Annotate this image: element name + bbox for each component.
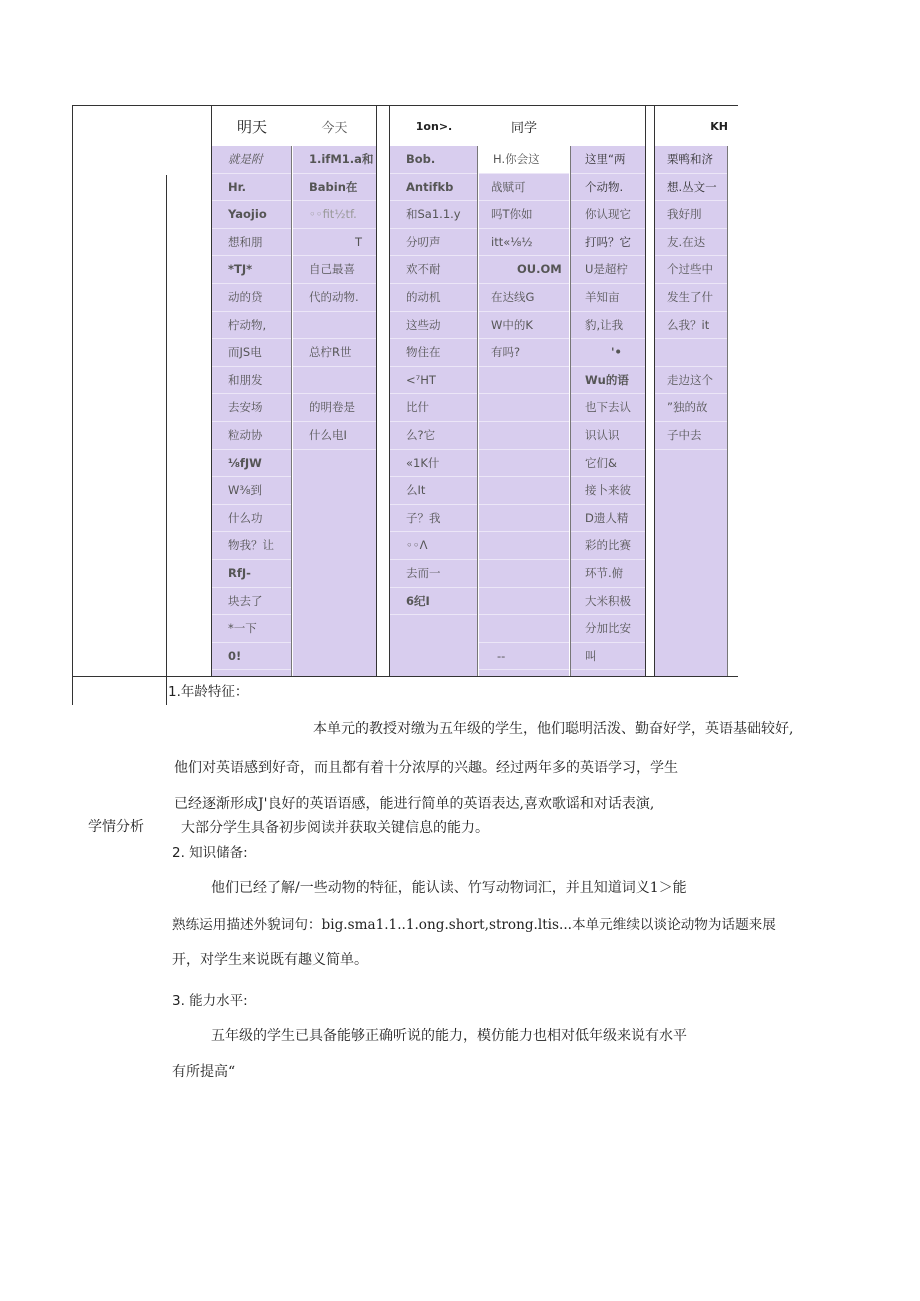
table-cell: 自己最喜 <box>293 256 376 284</box>
table-cell <box>479 560 569 588</box>
table-column-4 <box>479 106 569 676</box>
table-cell: '• <box>571 339 645 367</box>
table-cell: 的动机 <box>390 284 477 312</box>
table-cell: ◦◦fit½tf. <box>293 201 376 229</box>
table-column-5 <box>570 106 645 676</box>
table-cell <box>479 450 569 478</box>
table-cell: 它们& <box>571 450 645 478</box>
table-cell: 想.丛文一 <box>655 174 727 202</box>
table-cell <box>479 422 569 450</box>
table-cell: 和Sa1.1.y <box>390 201 477 229</box>
table-cell <box>479 477 569 505</box>
table-cell: 吗T你如 <box>479 201 569 229</box>
paragraph-line: 他们对英语感到好奇，而且都有着十分浓厚的兴趣。经过两年多的英语学习，学生 <box>174 760 678 776</box>
table-cell: 识认识 <box>571 422 645 450</box>
table-cell: itt«⅛½ <box>479 229 569 257</box>
table-cell: *一下 <box>212 615 291 643</box>
paragraph-line: 开，对学生来说既有趣义简单。 <box>172 952 368 968</box>
table-cell: Wu的语 <box>571 367 645 395</box>
table-cell: 分叨声 <box>390 229 477 257</box>
table-cell <box>479 532 569 560</box>
table-cell: 走边这个 <box>655 367 727 395</box>
paragraph-line: 他们已经了解/一些动物的特征，能认读、竹写动物词汇，并且知道词义1＞能 <box>211 880 687 896</box>
section-label: 学情分析 <box>88 819 144 835</box>
table-cell: Hr. <box>212 174 291 202</box>
table-cell: ”独的故 <box>655 394 727 422</box>
table-cell: 什么电I <box>293 422 376 450</box>
table-cell: 块去了 <box>212 588 291 616</box>
table-cell: <⁷HT <box>390 367 477 395</box>
table-cell: Babin在 <box>293 174 376 202</box>
table-cell: 豹,让我 <box>571 312 645 340</box>
table-cell: 羊知亩 <box>571 284 645 312</box>
table-cell: 有吗? <box>479 339 569 367</box>
table-cell <box>479 615 569 643</box>
table-cell: W中的K <box>479 312 569 340</box>
table-cell: 也下去认 <box>571 394 645 422</box>
table-cell: H.你会这 <box>479 146 569 174</box>
table-cell: 么我？it <box>655 312 727 340</box>
table-cell: 什么功 <box>212 505 291 533</box>
table-cell: U是超柠 <box>571 256 645 284</box>
column-header: KH <box>655 106 728 146</box>
table-bottom-border <box>72 676 738 677</box>
paragraph-line: 本单元的教授对缴为五年级的学生，他们聪明活泼、勤奋好学，英语基础较好, <box>313 721 794 737</box>
table-cell: 去安场 <box>212 394 291 422</box>
table-cell: ◦◦Λ <box>390 532 477 560</box>
table-cell: 粒动协 <box>212 422 291 450</box>
table-cell: Yaojio <box>212 201 291 229</box>
column-header: 今天 <box>293 106 376 146</box>
table-cell: 6纪I <box>390 588 477 616</box>
paragraph-line: 已经逐渐形成J'良好的英语语感，能进行简单的英语表达,喜欢歌谣和对话表演, <box>174 796 655 812</box>
table-cell: «1K什 <box>390 450 477 478</box>
table-cell: W⅜到 <box>212 477 291 505</box>
table-cell: 打吗？它 <box>571 229 645 257</box>
table-cell: 比什 <box>390 394 477 422</box>
table-cell <box>293 312 376 340</box>
table-cell <box>293 367 376 395</box>
paragraph-line: 熟练运用描述外貌词句：big.sma1.1..1.ong.short,strong.ltis...本单元维续以谈论动物为话题来展 <box>172 917 776 933</box>
table-cell <box>479 394 569 422</box>
table-cell: -- <box>479 643 569 671</box>
table-cell: 物我？让 <box>212 532 291 560</box>
table-cell: 子？我 <box>390 505 477 533</box>
heading-age: 1.年龄特征： <box>168 684 249 700</box>
heading-ability: 3. 能力水平: <box>172 993 248 1009</box>
table-column-6 <box>655 106 728 676</box>
table-cell: 个动物. <box>571 174 645 202</box>
paragraph-line: 大部分学生具备初步阅读并获取关键信息的能力。 <box>181 820 489 836</box>
table-cell: D遗人精 <box>571 505 645 533</box>
table-column-3 <box>390 106 478 676</box>
table-cell: OU.OM <box>479 256 569 284</box>
heading-knowledge: 2. 知识储备: <box>172 845 248 861</box>
table-cell: 这些动 <box>390 312 477 340</box>
column-header: 同学 <box>479 106 569 146</box>
table-cell: 战赋可 <box>479 174 569 202</box>
table-cell: 友.在达 <box>655 229 727 257</box>
table-cell: 在达线G <box>479 284 569 312</box>
table-cell: 我好刖 <box>655 201 727 229</box>
table-cell: 这里“两 <box>571 146 645 174</box>
table-cell: 总柠R世 <box>293 339 376 367</box>
table-cell: 你认现它 <box>571 201 645 229</box>
table-cell: 的明卷是 <box>293 394 376 422</box>
table-cell: 去而一 <box>390 560 477 588</box>
table-column-2 <box>293 106 376 676</box>
table-cell: 代的动物. <box>293 284 376 312</box>
column-header <box>570 106 645 146</box>
paragraph-line: 五年级的学生已具备能够正确听说的能力，模仿能力也相对低年级来说有水平 <box>211 1028 687 1044</box>
table-cell: 接卜来彼 <box>571 477 645 505</box>
table-cell: *TJ* <box>212 256 291 284</box>
table-cell: 发生了什 <box>655 284 727 312</box>
table-cell: 环节.俯 <box>571 560 645 588</box>
inner-label-border <box>166 175 167 705</box>
table-cell: Bob. <box>390 146 477 174</box>
table-cell: T <box>293 229 376 257</box>
table-cell: 个过些中 <box>655 256 727 284</box>
table-cell: RfJ- <box>212 560 291 588</box>
table-cell: 物住在 <box>390 339 477 367</box>
table-column-1 <box>212 106 292 676</box>
table-cell: 柠动物, <box>212 312 291 340</box>
table-cell: 子中去 <box>655 422 727 450</box>
table-cell: 想和朋 <box>212 229 291 257</box>
paragraph-line: 有所提高“ <box>172 1064 236 1080</box>
table-cell: 大米积极 <box>571 588 645 616</box>
table-cell: 么?它 <box>390 422 477 450</box>
table-cell: 叫 <box>571 643 645 671</box>
table-cell: Antifkb <box>390 174 477 202</box>
table-cell: 欢不耐 <box>390 256 477 284</box>
table-cell <box>479 505 569 533</box>
table-cell: 就是附 <box>212 146 291 174</box>
table-cell: 彩的比赛 <box>571 532 645 560</box>
table-cell: 栗鸭和济 <box>655 146 727 174</box>
column-header: 1on>. <box>390 106 478 146</box>
table-cell: 而JS电 <box>212 339 291 367</box>
table-left-border <box>72 105 73 705</box>
col-border-4 <box>645 105 646 677</box>
table-cell: 1.ifM1.a和 <box>293 146 376 174</box>
table-cell: ⅛fJW <box>212 450 291 478</box>
table-cell: 么It <box>390 477 477 505</box>
table-cell: 分加比安 <box>571 615 645 643</box>
table-cell: 0! <box>212 643 291 671</box>
table-cell: 动的贷 <box>212 284 291 312</box>
table-cell: 和朋发 <box>212 367 291 395</box>
table-cell <box>479 367 569 395</box>
table-cell <box>655 339 727 367</box>
table-cell <box>479 588 569 616</box>
column-header: 明天 <box>212 106 292 146</box>
col-border-2 <box>376 105 377 677</box>
